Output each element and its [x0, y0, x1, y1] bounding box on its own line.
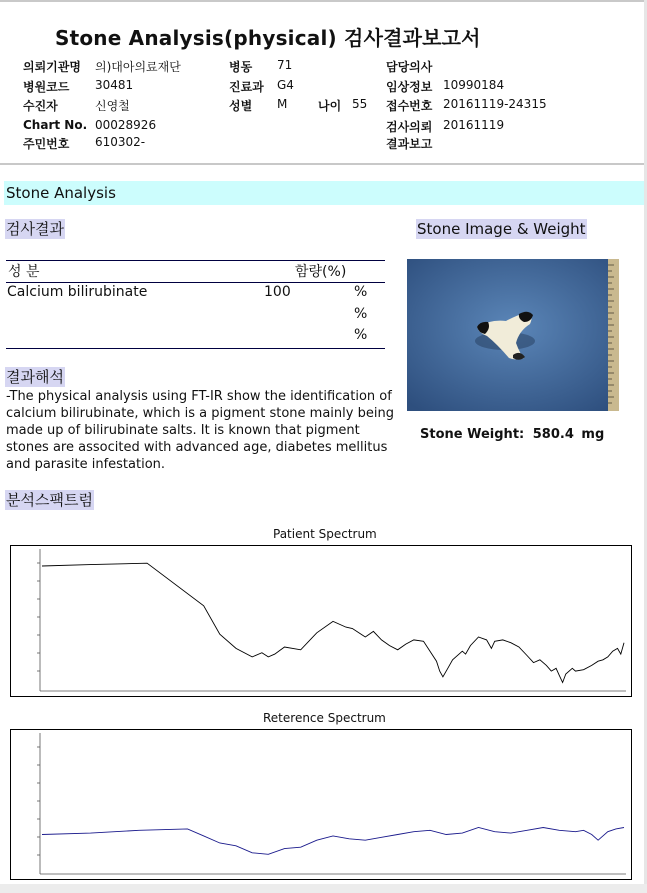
department-value: G4 [277, 78, 294, 92]
patient-label: 수진자 [23, 99, 58, 113]
stone-weight [420, 427, 604, 442]
interpretation-text: -The physical analysis using FT-IR show the identification of calcium bilirubinate, which is a pigment stone mainly being made up of bilirubinate salts. It is known that pigment stones are associted with advanced age, diabetes mellitus and parasite infestation. [6, 389, 394, 472]
request-date-value: 20161119 [443, 118, 505, 132]
component-unit: % [354, 284, 368, 300]
spectrum-heading: 분석스팩트럼 [6, 491, 93, 509]
section-band-title: Stone Analysis [6, 184, 116, 202]
interpretation-heading: 결과해석 [6, 368, 64, 386]
component-name: Calcium bilirubinate [7, 284, 148, 300]
stone-photo [407, 259, 619, 411]
report-title: Stone Analysis(physical) 검사결과보고서 [55, 26, 481, 50]
stone-weight-value: 580.4 [532, 427, 574, 442]
results-heading: 검사결과 [6, 220, 64, 238]
hospital-code-value: 30481 [95, 78, 134, 92]
resident-no-label: 주민번호 [23, 137, 70, 151]
receipt-no-value: 20161119-24315 [443, 97, 547, 111]
results-table-header-line [6, 282, 385, 283]
ward-label: 병동 [229, 60, 253, 74]
report-date-label: 결과보고 [386, 137, 433, 151]
clinical-info-label: 임상정보 [386, 80, 433, 94]
header-divider [0, 163, 644, 165]
request-date-label: 검사의뢰 [386, 120, 433, 134]
reference-spectrum-title: Reterence Spectrum [263, 711, 386, 725]
reference-spectrum-plot [10, 729, 632, 880]
patient-spectrum-plot [10, 545, 632, 697]
age-value: 55 [352, 97, 368, 111]
stone-weight-label: Stone Weight: [420, 427, 525, 442]
sex-value: M [277, 97, 288, 111]
chart-no-value: 00028926 [95, 118, 157, 132]
empty-row-unit: % [354, 306, 368, 322]
sex-label: 성별 [229, 99, 253, 113]
content-column-header: 함량(%) [295, 264, 347, 280]
ward-value: 71 [277, 58, 293, 72]
clinical-info-value: 10990184 [443, 78, 505, 92]
chart-no-label: Chart No. [23, 118, 88, 132]
page-footer-bar [0, 884, 647, 893]
patient-value: 신영철 [95, 99, 130, 113]
resident-no-value: 610302- [95, 135, 146, 149]
receipt-no-label: 접수번호 [386, 99, 433, 113]
age-label: 나이 [318, 99, 342, 113]
institution-value: 의)대아의료재단 [95, 60, 181, 74]
component-column-header: 성 분 [8, 264, 40, 280]
department-label: 진료과 [229, 80, 264, 94]
results-table-bottom-line [6, 348, 385, 349]
component-value: 100 [264, 284, 291, 300]
stone-weight-unit: mg [581, 427, 605, 442]
empty-row-unit: % [354, 327, 368, 343]
doctor-label: 담당의사 [386, 60, 433, 74]
patient-spectrum-title: Patient Spectrum [273, 527, 377, 541]
institution-label: 의뢰기관명 [23, 60, 81, 74]
stone-image-heading: Stone Image & Weight [417, 220, 586, 238]
page-top-border [0, 0, 647, 2]
hospital-code-label: 병원코드 [23, 80, 70, 94]
